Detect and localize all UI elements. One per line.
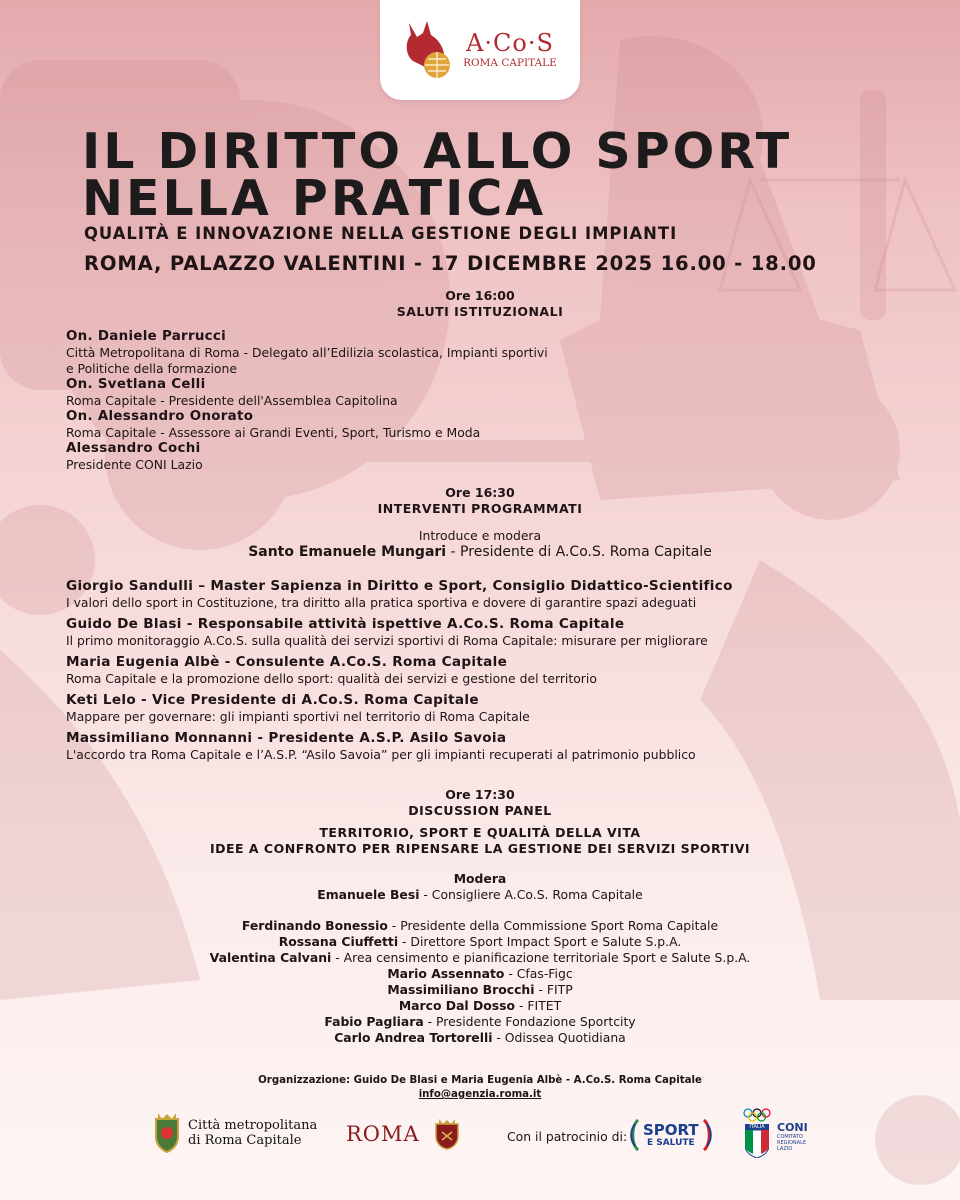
acos-subtitle: ROMA CAPITALE xyxy=(463,57,557,69)
title-line-1: IL DIRITTO ALLO SPORT xyxy=(82,123,793,180)
panel-participant xyxy=(0,934,960,949)
panel-moderator-role: - Consigliere A.Co.S. Roma Capitale xyxy=(419,887,643,902)
speaker-name: On. Daniele Parrucci xyxy=(66,329,227,344)
participant-role: - Presidente Fondazione Sportcity xyxy=(423,1014,636,1029)
talk-item xyxy=(66,729,733,763)
panel-heading: DISCUSSION PANEL xyxy=(408,803,552,818)
sport-bracket-left-icon xyxy=(628,1118,640,1152)
page-title xyxy=(82,123,793,227)
talk-list xyxy=(66,577,733,763)
coni-italia-label: ITALIA xyxy=(745,1124,769,1130)
talk-topic: Il primo monitoraggio A.Co.S. sulla qualità dei servizi sportivi di Roma Capitale: misurare per migliorare xyxy=(66,633,708,648)
panel-participant xyxy=(0,1030,960,1045)
panel-participant xyxy=(0,1014,960,1029)
sport-bracket-right-icon xyxy=(702,1118,714,1152)
talk-topic: Mappare per governare: gli impianti sportivi nel territorio di Roma Capitale xyxy=(66,709,530,724)
speaker-role: Roma Capitale - Assessore ai Grandi Eventi, Sport, Turismo e Moda xyxy=(66,425,481,440)
moderator-name: Santo Emanuele Mungari xyxy=(248,544,447,560)
talk-item xyxy=(66,615,733,649)
talk-title: – Master Sapienza in Diritto e Sport, Consiglio Didattico-Scientifico xyxy=(193,578,733,594)
crest-icon xyxy=(152,1113,182,1153)
intro-label: Introduce e modera xyxy=(418,528,542,543)
talk-title: - Consulente A.Co.S. Roma Capitale xyxy=(219,654,508,670)
talk-speaker: Massimiliano Monnanni xyxy=(66,730,253,746)
participant-role: - Cfas-Figc xyxy=(504,966,573,981)
panel-moderator xyxy=(0,887,960,902)
panel-participant xyxy=(0,966,960,981)
participant-name: Fabio Pagliara xyxy=(324,1014,424,1029)
interventi-time: Ore 16:30 xyxy=(445,485,515,500)
talk-topic: Roma Capitale e la promozione dello sport: qualità dei servizi e gestione del territorio xyxy=(66,671,597,686)
participant-name: Valentina Calvani xyxy=(209,950,332,965)
participant-name: Massimiliano Brocchi xyxy=(387,982,535,997)
coni-sub-1: COMITATO xyxy=(777,1134,803,1140)
talk-title: - Vice Presidente di A.Co.S. Roma Capitale xyxy=(136,692,479,708)
wolf-globe-icon xyxy=(403,19,455,81)
speaker-name: On. Alessandro Onorato xyxy=(66,409,254,424)
event-subtitle: QUALITÀ E INNOVAZIONE NELLA GESTIONE DEGLI IMPIANTI xyxy=(84,224,678,243)
coni-lazio-logo xyxy=(742,1108,808,1158)
participant-role: - FITP xyxy=(534,982,573,997)
panel-theme-1: TERRITORIO, SPORT E QUALITÀ DELLA VITA xyxy=(319,825,641,840)
talk-item xyxy=(66,653,733,687)
title-line-2: NELLA PRATICA xyxy=(82,170,547,227)
panel-participant xyxy=(0,982,960,997)
speaker-role: e Politiche della formazione xyxy=(66,361,237,376)
roma-logo xyxy=(346,1118,460,1150)
interventi-moderator xyxy=(0,544,960,560)
talk-item xyxy=(66,577,733,611)
talk-speaker: Keti Lelo xyxy=(66,692,136,708)
roma-shield-icon xyxy=(434,1118,460,1150)
coni-sub-3: LAZIO xyxy=(777,1146,793,1152)
participant-name: Carlo Andrea Tortorelli xyxy=(334,1030,493,1045)
moderator-role: - Presidente di A.Co.S. Roma Capitale xyxy=(446,544,712,560)
roma-wordmark: ROMA xyxy=(346,1122,420,1146)
participant-name: Rossana Ciuffetti xyxy=(278,934,399,949)
speaker-name: On. Svetlana Celli xyxy=(66,377,206,392)
sport-e-salute-logo xyxy=(628,1118,714,1152)
saluti-time: Ore 16:00 xyxy=(445,288,515,303)
interventi-heading: INTERVENTI PROGRAMMATI xyxy=(377,501,583,516)
panel-time: Ore 17:30 xyxy=(445,787,515,802)
participant-role: - Direttore Sport Impact Sport e Salute S.p.A. xyxy=(398,934,682,949)
participant-role: - Area censimento e pianificazione territoriale Sport e Salute S.p.A. xyxy=(331,950,751,965)
acos-name: A·Co·S xyxy=(466,29,554,57)
venue-date: ROMA, PALAZZO VALENTINI - 17 DICEMBRE 2025 16.00 - 18.00 xyxy=(84,252,817,275)
salute-word: E SALUTE xyxy=(646,1137,695,1148)
participant-name: Marco Dal Dosso xyxy=(398,998,516,1013)
saluti-speaker-list xyxy=(66,329,548,473)
panel-theme-2: IDEE A CONFRONTO PER RIPENSARE LA GESTIONE DEI SERVIZI SPORTIVI xyxy=(209,841,751,856)
speaker-role: Presidente CONI Lazio xyxy=(66,457,203,472)
talk-speaker: Giorgio Sandulli xyxy=(66,578,194,594)
participant-role: - FITET xyxy=(515,998,562,1013)
panel-participant xyxy=(0,950,960,965)
talk-title: - Responsabile attività ispettive A.Co.S. Roma Capitale xyxy=(181,616,625,632)
panel-moderator-name: Emanuele Besi xyxy=(317,887,420,902)
olympic-rings-icon xyxy=(742,1108,772,1122)
talk-topic: L'accordo tra Roma Capitale e l’A.S.P. “Asilo Savoia” per gli impianti recuperati al patrimonio pubblico xyxy=(66,747,696,762)
modera-label: Modera xyxy=(453,871,507,886)
participant-name: Mario Assennato xyxy=(387,966,505,981)
coni-sub-2: REGIONALE xyxy=(777,1140,807,1146)
panel-participant xyxy=(0,918,960,933)
italy-shield-icon xyxy=(745,1130,769,1158)
organization-credit: Organizzazione: Guido De Blasi e Maria Eugenia Albè - A.Co.S. Roma Capitale xyxy=(258,1075,702,1086)
panel-participant xyxy=(0,998,960,1013)
citta-metropolitana-logo xyxy=(152,1113,317,1153)
participant-role: - Odissea Quotidiana xyxy=(492,1030,626,1045)
talk-title: - Presidente A.S.P. Asilo Savoia xyxy=(252,730,507,746)
coni-name: CONI xyxy=(777,1121,808,1134)
speaker-name: Alessandro Cochi xyxy=(66,441,201,456)
acos-logo xyxy=(380,0,580,100)
talk-speaker: Maria Eugenia Albè xyxy=(66,654,220,670)
patrocinio-label: Con il patrocinio di: xyxy=(507,1129,628,1144)
participant-name: Ferdinando Bonessio xyxy=(241,918,388,933)
contact-email-link[interactable]: info@agenzia.roma.it xyxy=(418,1089,542,1100)
participant-role: - Presidente della Commissione Sport Roma Capitale xyxy=(387,918,719,933)
citta-line-1: Città metropolitana xyxy=(188,1118,318,1133)
talk-topic: I valori dello sport in Costituzione, tra diritto alla pratica sportiva e dovere di garantire spazi adeguati xyxy=(66,595,697,610)
talk-speaker: Guido De Blasi xyxy=(66,616,182,632)
speaker-role: Roma Capitale - Presidente dell'Assemblea Capitolina xyxy=(66,393,398,408)
citta-line-2: di Roma Capitale xyxy=(188,1133,302,1148)
speaker-role: Città Metropolitana di Roma - Delegato all’Edilizia scolastica, Impianti sportivi xyxy=(66,345,548,360)
talk-item xyxy=(66,691,733,725)
saluti-heading: SALUTI ISTITUZIONALI xyxy=(396,304,564,319)
sport-word: SPORT xyxy=(643,1120,699,1139)
